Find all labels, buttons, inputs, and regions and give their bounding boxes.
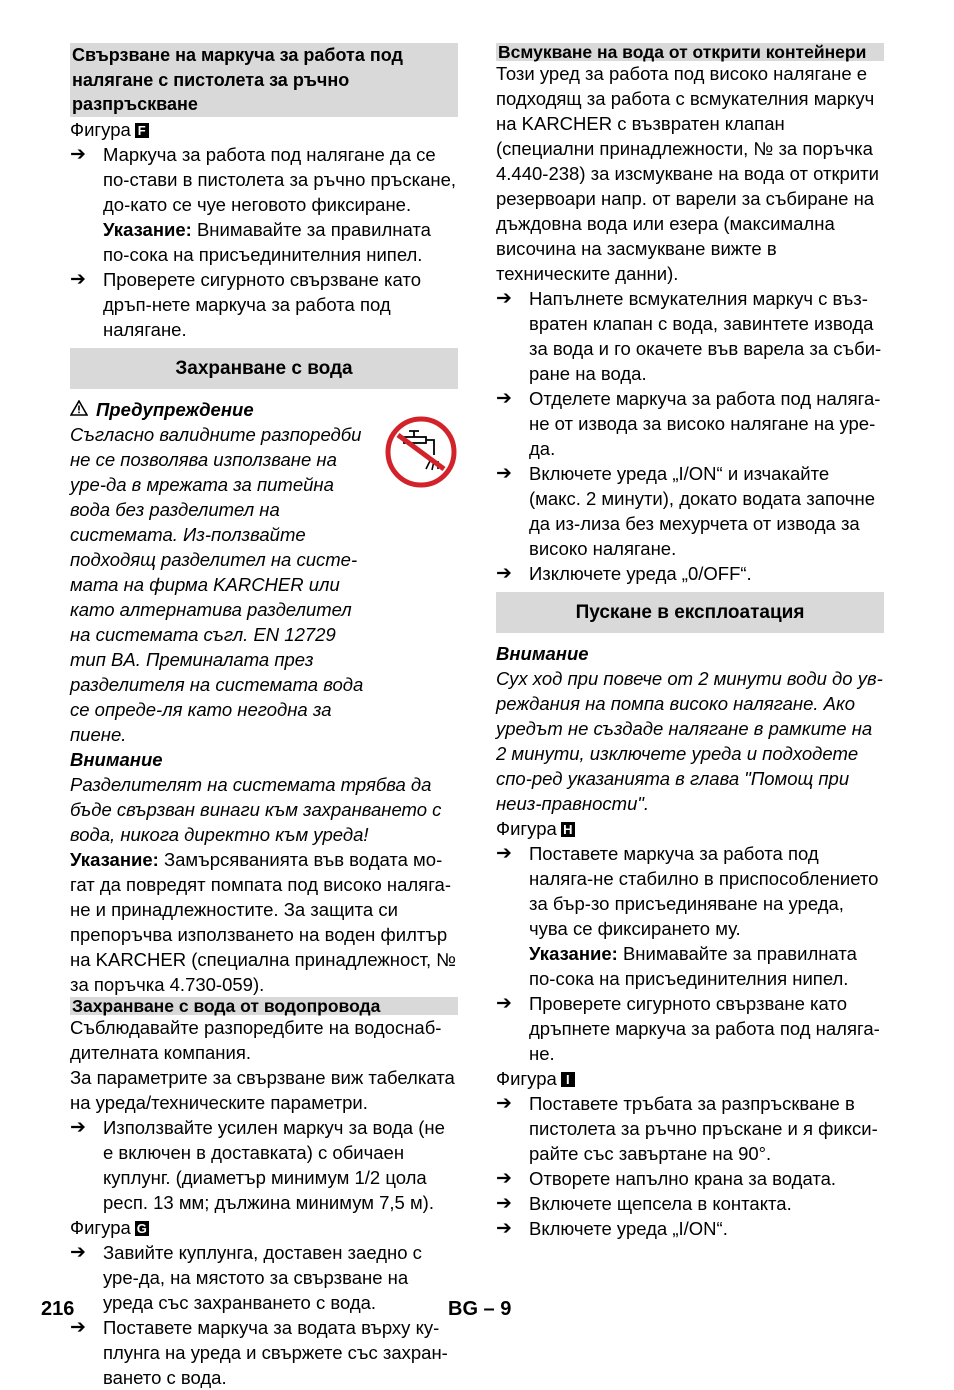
- heading-water-supply: Захранване с вода: [70, 348, 458, 389]
- arrow-icon: ➔: [496, 563, 512, 584]
- note-label: Указание:: [70, 848, 159, 870]
- list-item: [496, 841, 884, 991]
- warning-title: Предупреждение: [96, 398, 254, 420]
- note-label: Указание:: [103, 218, 192, 240]
- attention-text: Разделителят на системата трябва да бъде свързван винаги към захранването с вода, никога директно към уреда!: [70, 773, 442, 845]
- figure-letter-i: I: [561, 1072, 575, 1087]
- arrow-icon: ➔: [496, 843, 512, 864]
- list-item: [70, 267, 458, 342]
- note-paragraph: [70, 847, 458, 997]
- note-text: Внимавайте за правилната по-сока на присъединителния нипел.: [103, 218, 431, 265]
- list-item: [496, 1191, 884, 1216]
- no-drinking-water-icon: [384, 415, 458, 489]
- arrow-icon: ➔: [496, 1168, 512, 1189]
- figure-ref-h: [496, 816, 884, 841]
- figure-label: Фигура: [496, 1068, 557, 1089]
- arrow-icon: ➔: [70, 268, 86, 290]
- paragraph: Съблюдавайте разпоредбите на водоснаб-дителната компания.: [70, 1016, 442, 1063]
- step-text: Поставете маркуча за водата върху ку-плунга на уреда и свържете със захран-ването с вода.: [103, 1316, 448, 1388]
- step-text: Маркуча за работа под налягане да се по-стави в пистолета за ръчно пръскане, до-като се чуе неговото фиксиране.: [103, 143, 457, 215]
- arrow-icon: ➔: [70, 1316, 86, 1338]
- warning-text-body: Съгласно валидните разпоредби не се позволява използване на уре-да в мрежата за питейна вода без разделител на системата. Из-ползвайте подходящ разделител на систе-мата на фирма KARCHER или като алтернатива разделител на системата съгл. EN 12729 тип BA. Преминалата през разделителя на системата вода се опреде-ля като негодна за пиене.: [70, 423, 364, 745]
- heading-mains-water: Захранване с вода от водопровода: [70, 997, 458, 1015]
- step-text: Изключете уреда „0/OFF“.: [529, 563, 752, 584]
- note-text: Замърсяванията във водата мо-гат да повредят помпата под високо наляга-не и принадлежностите. За защита си препоръчва използването на воден филтър на KARCHER (специална принадлежност, № за поръчка 4.730-059).: [70, 848, 457, 995]
- step-text: Отворете напълно крана за водата.: [529, 1168, 837, 1189]
- arrow-icon: ➔: [496, 1193, 512, 1214]
- arrow-icon: ➔: [496, 1218, 512, 1239]
- list-item: [70, 1315, 458, 1390]
- figure-ref-f: [70, 117, 458, 142]
- arrow-icon: ➔: [496, 993, 512, 1014]
- step-text: Поставете тръбата за разпръскване в пистолета за ръчно пръскане и я фикси-райте със завъртане на 90°.: [529, 1093, 878, 1164]
- figure-label: Фигура: [70, 118, 131, 140]
- step-text: Включете уреда „I/ON“.: [529, 1218, 728, 1239]
- right-column: [496, 43, 884, 1241]
- section-page: BG – 9: [448, 1298, 512, 1320]
- step-text: Напълнете всмукателния маркуч с въз-вратен клапан с вода, завинтете извода за вода и го окачете във варела за съби-ране на вода.: [529, 288, 882, 384]
- figure-label: Фигура: [70, 1216, 131, 1238]
- heading-connect-hose: Свързване на маркуча за работа под налягане с пистолета за ръчно разпръскване: [70, 43, 458, 117]
- attention-text: Сух ход при повече от 2 минути води до ув-реждания на помпа високо налягане. Ако уредът не създаде налягане в рамките на 2 минути, изключете уреда и подходете спо-ред указанията в глава "Помощ при неиз-правности".: [496, 668, 883, 814]
- list-item: [70, 1240, 458, 1315]
- list-item: [496, 386, 884, 461]
- list-item: [70, 1115, 458, 1215]
- step-text: Проверете сигурното свързване като дръпнете маркуча за работа под наляга-не.: [529, 993, 880, 1064]
- list-item: [496, 1091, 884, 1166]
- step-text: Включете уреда „I/ON“ и изчакайте (макс. 2 минути), докато водата започне да из-лиза без мехурчета от извода за високо налягане.: [529, 463, 876, 559]
- arrow-icon: ➔: [70, 1116, 86, 1138]
- figure-letter-h: H: [561, 822, 575, 837]
- warning-block: [70, 397, 458, 747]
- step-text: Отделете маркуча за работа под наляга-не от извода за високо налягане на уре-да.: [529, 388, 881, 459]
- list-item: [496, 461, 884, 561]
- arrow-icon: ➔: [496, 1093, 512, 1114]
- list-item: [496, 286, 884, 386]
- figure-letter-g: G: [136, 1220, 147, 1236]
- arrow-icon: ➔: [496, 288, 512, 309]
- step-text: Поставете маркуча за работа под наляга-не стабилно в приспособлението за бър-зо присъединяване на уреда, чува се фиксирането му.: [529, 843, 879, 939]
- note-label: Указание:: [529, 943, 618, 964]
- figure-letter-f: F: [135, 123, 149, 138]
- step-text: Използвайте усилен маркуч за вода (не е включен в доставката) с обичаен куплунг. (диаметър минимум 1/2 цола респ. 13 мм; дължина минимум 7,5 м).: [103, 1116, 445, 1213]
- list-item: [496, 1166, 884, 1191]
- step-text: Завийте куплунга, доставен заедно с уре-да, на мястото за свързване на уреда със захранването с вода.: [103, 1241, 422, 1313]
- figure-ref-i: [496, 1066, 884, 1091]
- figure-label: Фигура: [496, 818, 557, 839]
- list-item: [496, 1216, 884, 1241]
- heading-start-up: Пускане в експлоатация: [496, 592, 884, 633]
- left-column: [70, 43, 458, 1390]
- arrow-icon: ➔: [70, 1241, 86, 1263]
- page-number: 216: [41, 1298, 75, 1320]
- warning-triangle-icon: [70, 397, 88, 422]
- heading-suction: Всмукване на вода от открити контейнери: [496, 43, 884, 61]
- step-text: Включете щепсела в контакта.: [529, 1193, 792, 1214]
- list-item: [70, 142, 458, 267]
- paragraph: Този уред за работа под високо налягане е подходящ за работа с всмукателния маркуч на KARCHER с възвратен клапан (специални принадлежности, № за поръчка 4.440-238) за изсмукване на вода от открити резервоари напр. от варели за събиране на дъждовна вода или езера (максимална височина на засмукване вижте в техническите данни).: [496, 63, 879, 284]
- arrow-icon: ➔: [496, 388, 512, 409]
- paragraph: За параметрите за свързване виж табелката на уреда/техническите параметри.: [70, 1066, 455, 1113]
- note-text: Внимавайте за правилната по-сока на присъединителния нипел.: [529, 943, 857, 989]
- attention-title: Внимание: [70, 748, 163, 770]
- arrow-icon: ➔: [496, 463, 512, 484]
- list-item: [496, 561, 884, 586]
- list-item: [496, 991, 884, 1066]
- arrow-icon: ➔: [70, 143, 86, 165]
- attention-title: Внимание: [496, 643, 589, 664]
- step-text: Проверете сигурното свързване като дръп-нете маркуча за работа под налягане.: [103, 268, 421, 340]
- figure-ref-g: [70, 1215, 458, 1240]
